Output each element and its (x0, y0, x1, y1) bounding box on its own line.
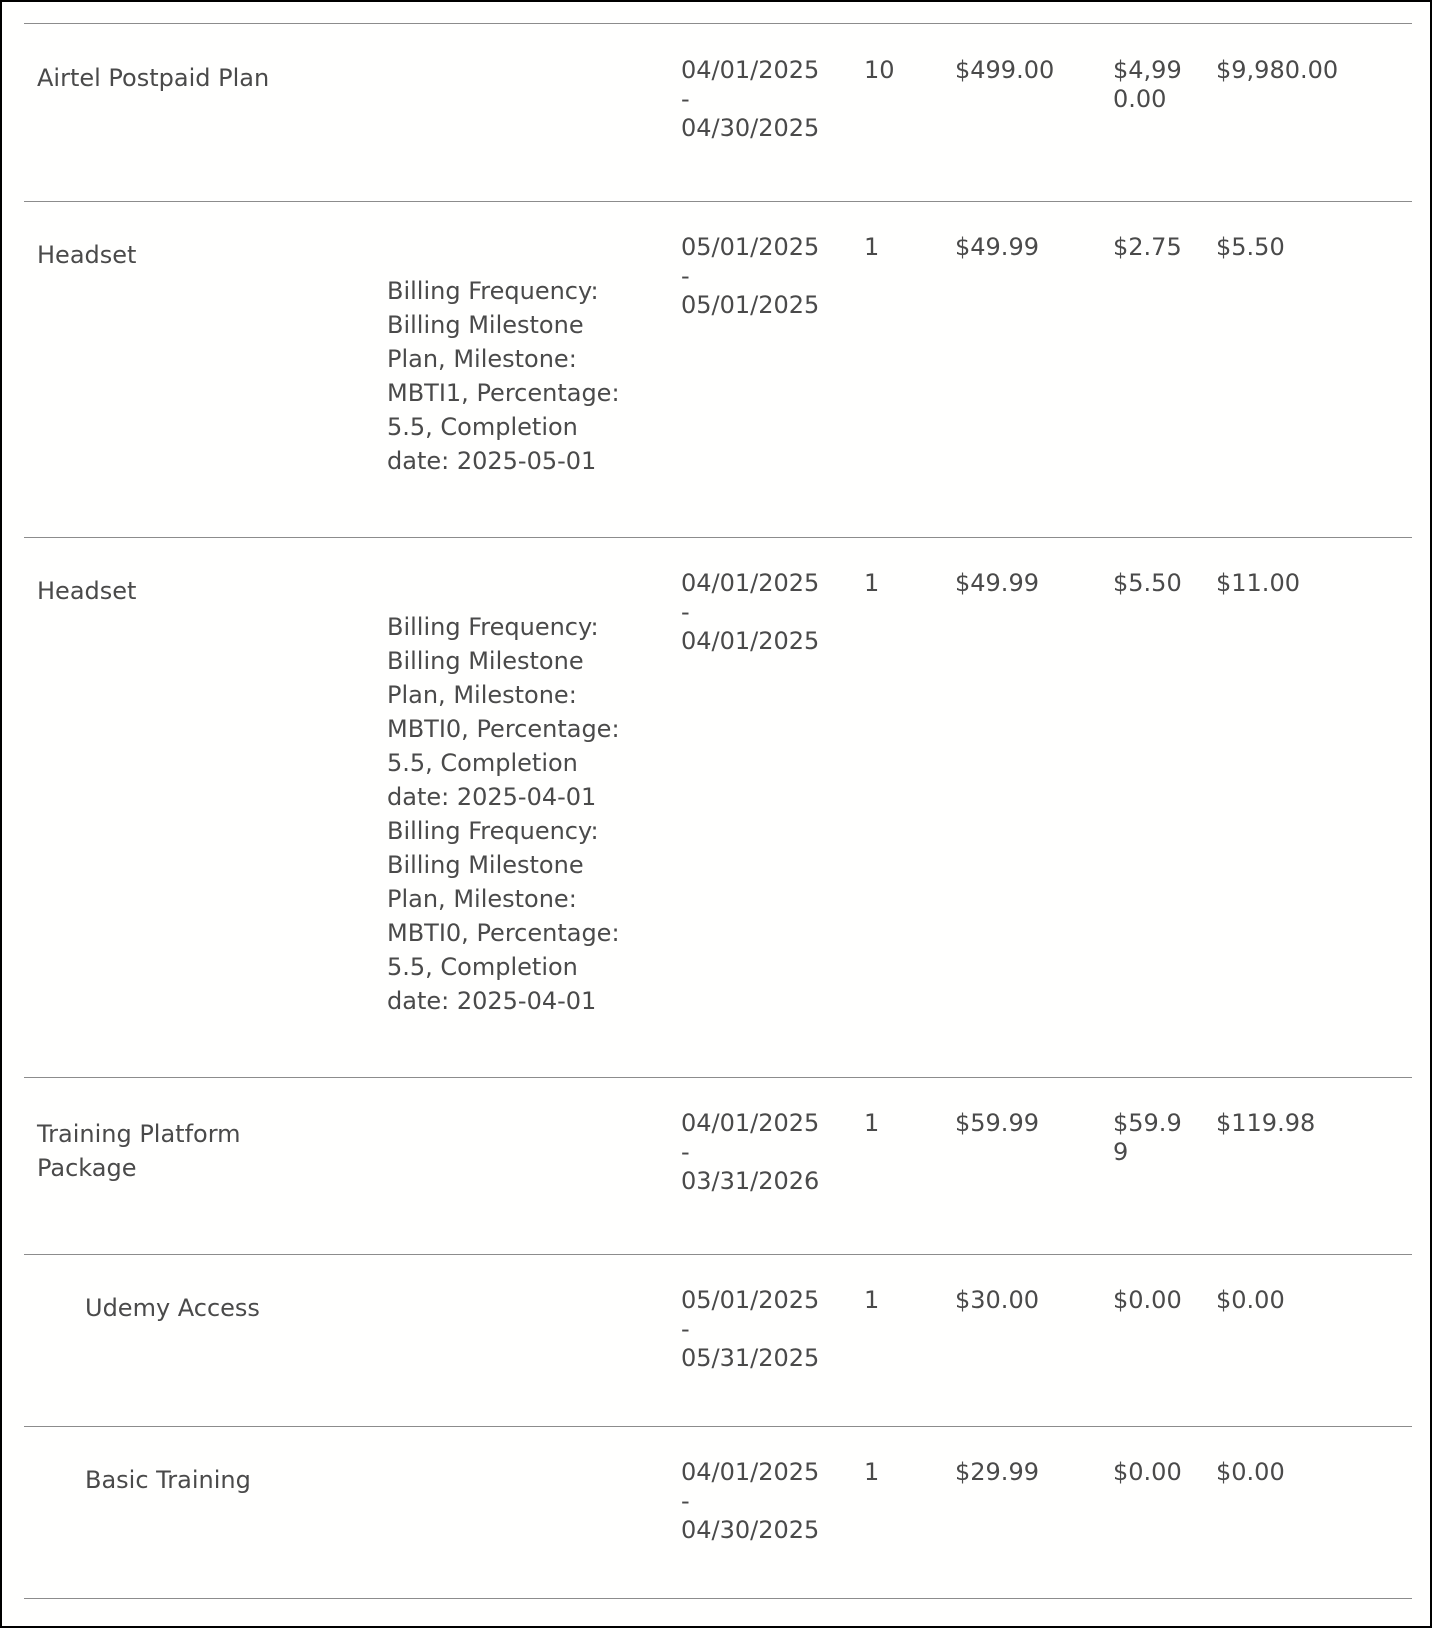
line-total: $11.00 (1216, 569, 1300, 597)
quantity: 1 (864, 1109, 880, 1137)
product-name: Headset (37, 241, 137, 269)
tax-amount: $59.99 (1113, 1109, 1182, 1166)
quantity: 1 (864, 569, 880, 597)
tax-amount: $5.50 (1113, 569, 1182, 597)
quantity: 1 (864, 1458, 880, 1486)
row-divider (24, 201, 1412, 202)
unit-price: $59.99 (955, 1109, 1039, 1137)
row-divider (24, 1426, 1412, 1427)
service-period: 04/01/2025 - 03/31/2026 (681, 1109, 820, 1195)
line-total: $0.00 (1216, 1286, 1285, 1314)
service-period: 05/01/2025 - 05/01/2025 (681, 233, 820, 319)
row-divider (24, 23, 1412, 24)
row-divider (24, 1598, 1412, 1599)
tax-amount: $0.00 (1113, 1286, 1182, 1314)
tax-amount: $0.00 (1113, 1458, 1182, 1486)
line-total: $0.00 (1216, 1458, 1285, 1486)
row-divider (24, 1077, 1412, 1078)
product-name: Udemy Access (85, 1294, 260, 1322)
billing-note: Billing Frequency: Billing Milestone Plan, Milestone: MBTI0, Percentage: 5.5, Completion date: 2025-04-01 (387, 817, 620, 1015)
billing-note: Billing Frequency: Billing Milestone Plan, Milestone: MBTI0, Percentage: 5.5, Completion date: 2025-04-01 (387, 613, 620, 811)
service-period: 04/01/2025 - 04/01/2025 (681, 569, 820, 655)
service-period: 05/01/2025 - 05/31/2025 (681, 1286, 820, 1372)
line-total: $5.50 (1216, 233, 1285, 261)
line-total: $9,980.00 (1216, 56, 1339, 84)
unit-price: $49.99 (955, 233, 1039, 261)
unit-price: $29.99 (955, 1458, 1039, 1486)
row-divider (24, 1254, 1412, 1255)
service-period: 04/01/2025 - 04/30/2025 (681, 56, 820, 142)
billing-note: Billing Frequency: Billing Milestone Plan, Milestone: MBTI1, Percentage: 5.5, Completion date: 2025-05-01 (387, 277, 620, 475)
billing-notes (387, 610, 647, 1018)
quantity: 1 (864, 233, 880, 261)
product-name: Headset (37, 577, 137, 605)
product-name: Training Platform Package (37, 1120, 241, 1182)
tax-amount: $2.75 (1113, 233, 1182, 261)
line-total: $119.98 (1216, 1109, 1316, 1137)
row-divider (24, 537, 1412, 538)
billing-notes (387, 274, 647, 478)
unit-price: $49.99 (955, 569, 1039, 597)
service-period: 04/01/2025 - 04/30/2025 (681, 1458, 820, 1544)
quantity: 10 (864, 56, 895, 84)
product-name: Basic Training (85, 1466, 251, 1494)
tax-amount: $4,990.00 (1113, 56, 1182, 113)
unit-price: $30.00 (955, 1286, 1039, 1314)
unit-price: $499.00 (955, 56, 1055, 84)
product-name: Airtel Postpaid Plan (37, 64, 270, 92)
quantity: 1 (864, 1286, 880, 1314)
